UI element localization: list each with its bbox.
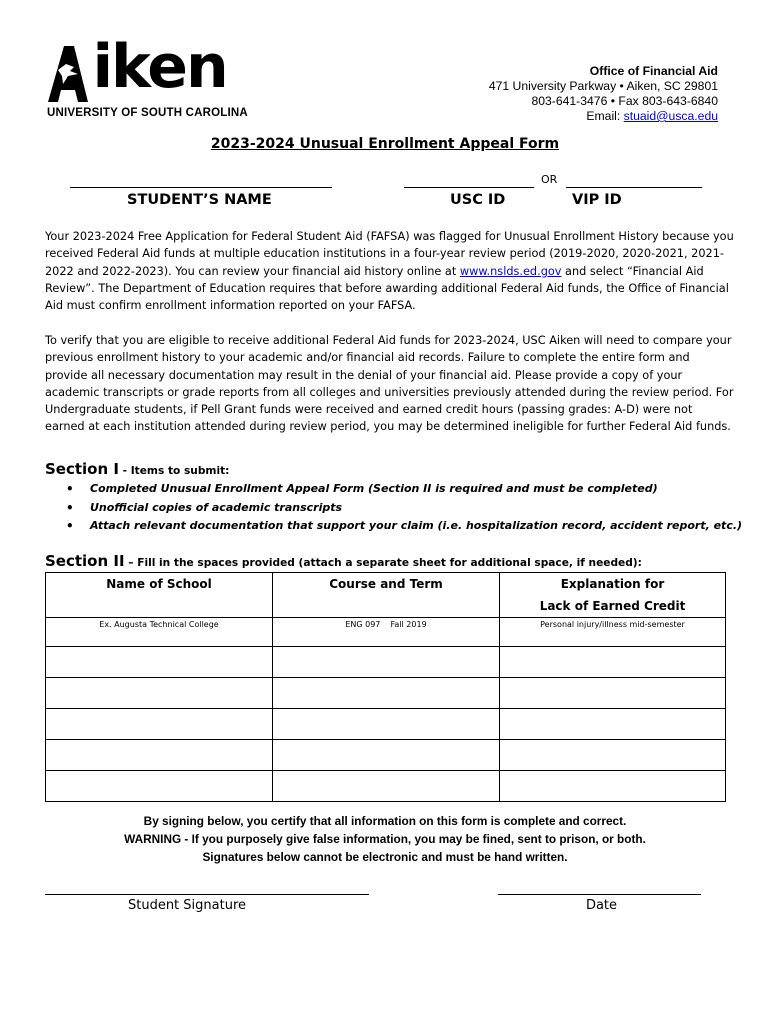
- section-1-heading: [45, 459, 229, 478]
- column-header-explanation: [500, 573, 726, 618]
- logo-wordmark: [48, 32, 227, 102]
- explanation-cell[interactable]: [500, 678, 726, 709]
- vip-id-label: VIP ID: [572, 192, 622, 208]
- school-cell[interactable]: [46, 709, 273, 740]
- course-cell[interactable]: [273, 771, 500, 802]
- intro-text-2: and select “Financial Aid Review”. The Department of Education requires that before awarding additional Federal Aid funds, the Office of Financial Aid must confirm enrollment information reported on your FAFSA.: [45, 264, 729, 313]
- school-cell[interactable]: [46, 647, 273, 678]
- section-1-subtitle: - Items to submit:: [118, 465, 230, 477]
- office-name: Office of Financial Aid: [589, 64, 718, 78]
- student-signature-line[interactable]: [45, 894, 369, 895]
- explanation-cell[interactable]: [500, 771, 726, 802]
- intro-paragraph: [45, 228, 735, 314]
- school-cell[interactable]: [46, 771, 273, 802]
- explanation-cell[interactable]: [500, 647, 726, 678]
- or-label: OR: [541, 173, 558, 186]
- usc-id-line[interactable]: [404, 187, 534, 188]
- intro-text-1: Your 2023-2024 Free Application for Federal Student Aid (FAFSA) was flagged for Unusual Enrollment History because you received Federal Aid funds at multiple education institutions in a four-year review period (2019-2020, 2020-2021, 2021-2022 and 2022-2023). You can review your financial aid history online at: [45, 230, 734, 278]
- example-explanation: Personal injury/illness mid-semester: [500, 618, 726, 647]
- logo-subtitle: UNIVERSITY OF SOUTH CAROLINA: [47, 107, 248, 119]
- certification-line-1: By signing below, you certify that all information on this form is complete and correct.: [143, 814, 627, 828]
- nslds-link[interactable]: www.nslds.ed.gov: [459, 264, 562, 278]
- table-row: [46, 740, 726, 771]
- example-course: ENG 097 Fall 2019: [273, 618, 500, 647]
- column-header-school: Name of School: [46, 573, 273, 618]
- table-row: [46, 647, 726, 678]
- logo-text: iken: [92, 32, 227, 102]
- section-2-subtitle: – Fill in the spaces provided (attach a separate sheet for additional space, if needed):: [124, 557, 642, 569]
- column-header-course: Course and Term: [273, 573, 500, 618]
- items-to-submit-list: [66, 480, 742, 536]
- course-cell[interactable]: [273, 740, 500, 771]
- school-cell[interactable]: [46, 740, 273, 771]
- email-link[interactable]: stuaid@usca.edu: [623, 109, 718, 123]
- explanation-cell[interactable]: [500, 740, 726, 771]
- verification-paragraph: To verify that you are eligible to receive additional Federal Aid funds for 2023-2024, USC Aiken will need to compare your previous enrollment history to your academic and/or financial aid records. Failure to complete the entire form and provide all necessary documentation may result in the denial of your financial aid. Please provide a copy of your academic transcripts or grade reports from all colleges and universities previously attended during the review period. For Undergraduate students, if Pell Grant funds were received and earned credit hours (passing grades: A-D) were not earned at each institution attended during review period, you may be determined ineligible for further Federal Aid funds.: [45, 334, 734, 434]
- student-name-line[interactable]: [70, 187, 332, 188]
- list-item: • Completed Unusual Enrollment Appeal Form (Section II is required and must be completed): [66, 480, 742, 499]
- example-school: Ex. Augusta Technical College: [46, 618, 273, 647]
- explanation-cell[interactable]: [500, 709, 726, 740]
- course-cell[interactable]: [273, 678, 500, 709]
- table-row: [46, 709, 726, 740]
- table-row: [46, 771, 726, 802]
- column-header-explanation-line2: Lack of Earned Credit: [539, 599, 686, 613]
- date-line[interactable]: [498, 894, 701, 895]
- office-phones: 803-641-3476 • Fax 803-643-6840: [531, 94, 718, 108]
- office-address: 471 University Parkway • Aiken, SC 29801: [488, 79, 718, 93]
- student-signature-label: Student Signature: [127, 898, 247, 913]
- list-item: • Attach relevant documentation that support your claim (i.e. hospitalization record, accident report, etc.): [66, 517, 742, 536]
- signature-rule-line: Signatures below cannot be electronic and must be hand written.: [202, 850, 568, 864]
- school-cell[interactable]: [46, 678, 273, 709]
- office-email-line: [586, 109, 718, 124]
- section-2-title: Section II: [45, 552, 125, 570]
- section-1-title: Section I: [45, 460, 119, 478]
- usc-id-label: USC ID: [450, 192, 506, 208]
- warning-line: WARNING - If you purposely give false information, you may be fined, sent to prison, or both.: [124, 832, 646, 846]
- date-label: Date: [585, 898, 618, 913]
- course-cell[interactable]: [273, 647, 500, 678]
- email-label: Email:: [586, 109, 624, 123]
- example-row: [46, 618, 726, 647]
- table-row: [46, 678, 726, 709]
- section-2-heading: [45, 551, 642, 570]
- form-title: 2023-2024 Unusual Enrollment Appeal Form: [210, 136, 560, 152]
- vip-id-line[interactable]: [566, 187, 702, 188]
- column-header-explanation-line1: Explanation for: [560, 577, 665, 591]
- enrollment-table: [45, 572, 726, 802]
- student-name-label: STUDENT’S NAME: [127, 192, 272, 208]
- course-cell[interactable]: [273, 709, 500, 740]
- list-item: • Unofficial copies of academic transcripts: [66, 499, 742, 518]
